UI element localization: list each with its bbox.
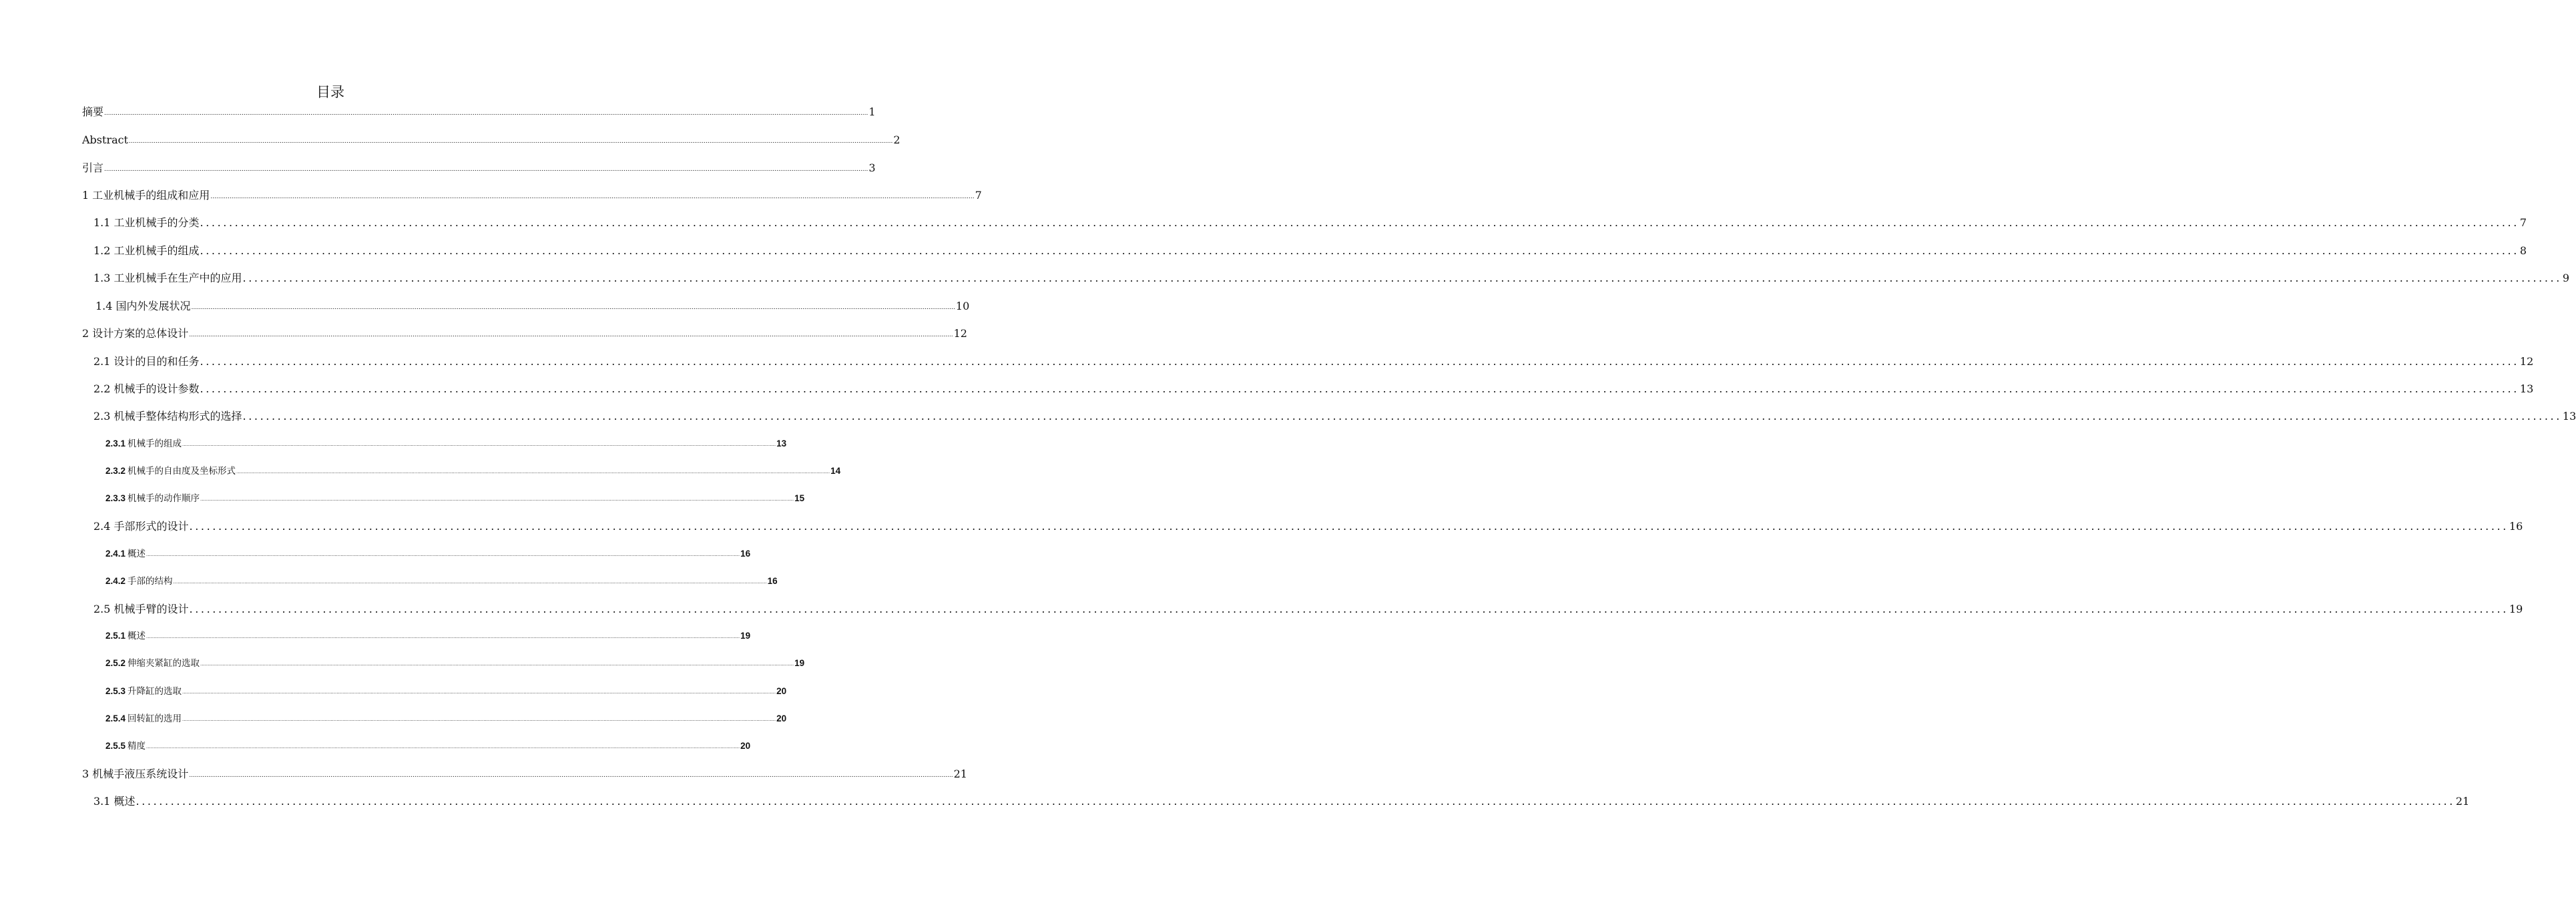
dot-leader: ................................................................................................................................................................................................................................................................................................................................................................................................................ [242, 272, 2562, 284]
toc-entry-title: 摘要 [82, 105, 104, 118]
toc-entry-title: 3 机械手液压系统设计 [82, 768, 189, 780]
dot-leader: ................................................................................................................................................................................................................................................................................................................................................................................................................ [146, 743, 740, 750]
toc-page-number: 16 [2509, 520, 2523, 533]
toc-entry-title [105, 738, 146, 754]
toc-page-number: 15 [794, 493, 805, 503]
toc-entry-title [105, 491, 200, 507]
toc-entry-title: 1.3 工业机械手在生产中的应用 [93, 272, 242, 284]
dot-leader: ................................................................................................................................................................................................................................................................................................................................................................................................................ [200, 355, 2519, 368]
toc-entry-title: 2.1 设计的目的和任务 [93, 355, 200, 368]
toc-page-number: 7 [975, 189, 982, 202]
toc-page-number: 3 [868, 162, 876, 174]
toc-entry[interactable] [82, 104, 876, 120]
toc-page-number: 14 [830, 466, 841, 476]
toc-page-number: 20 [776, 713, 787, 723]
dot-leader: ................................................................................................................................................................................................................................................................................................................................................................................................................ [191, 304, 955, 311]
toc-page-number: 2 [893, 133, 900, 146]
dot-leader: ................................................................................................................................................................................................................................................................................................................................................................................................................ [182, 689, 776, 695]
toc-entry-title [105, 573, 173, 589]
toc-entry[interactable] [82, 766, 967, 782]
toc-entry-title: 引言 [82, 162, 104, 174]
toc-entry-number: 2.4.1 [105, 549, 126, 559]
toc-page-number: 13 [2562, 410, 2576, 422]
toc-page-number: 10 [955, 300, 970, 312]
dot-leader: ................................................................................................................................................................................................................................................................................................................................................................................................................ [182, 716, 776, 722]
toc-entry[interactable] [93, 215, 2527, 231]
toc-entry-title [105, 436, 182, 452]
toc-entry-title: 1.1 工业机械手的分类 [93, 216, 200, 229]
toc-entry-number: 2.5.3 [105, 686, 126, 696]
toc-entry[interactable] [93, 354, 2534, 370]
dot-leader: ................................................................................................................................................................................................................................................................................................................................................................................................................ [173, 579, 767, 585]
dot-leader: ................................................................................................................................................................................................................................................................................................................................................................................................................ [210, 194, 975, 200]
toc-entry-title [105, 655, 200, 671]
toc-entry[interactable] [105, 711, 787, 727]
toc-page-number: 19 [794, 658, 805, 668]
dot-leader: ................................................................................................................................................................................................................................................................................................................................................................................................................ [182, 441, 776, 447]
toc-entry-number: 2.3.3 [105, 493, 126, 503]
toc-entry[interactable] [93, 243, 2527, 259]
toc-entry[interactable] [93, 408, 2576, 424]
toc-page-number: 16 [740, 549, 751, 559]
toc-entry-label: 机械手的组成 [127, 438, 182, 448]
toc-entry-number: 2.4.2 [105, 576, 126, 586]
dot-leader: ................................................................................................................................................................................................................................................................................................................................................................................................................ [189, 520, 2509, 533]
toc-page-number: 16 [767, 576, 778, 586]
toc-entry[interactable] [105, 491, 805, 507]
toc-page-number: 21 [2455, 795, 2470, 808]
toc-entry-title: 1 工业机械手的组成和应用 [82, 189, 210, 202]
toc-entry[interactable] [105, 683, 787, 699]
toc-page-number: 13 [2519, 382, 2534, 395]
toc-entry-title: 2.2 机械手的设计参数 [93, 382, 200, 395]
toc-entry[interactable] [105, 436, 787, 452]
toc-entry-label: 机械手的动作顺序 [127, 493, 200, 503]
toc-page-number: 13 [776, 438, 787, 448]
toc-entry-title: 2.4 手部形式的设计 [93, 520, 189, 533]
dot-leader: ................................................................................................................................................................................................................................................................................................................................................................................................................ [189, 332, 953, 338]
toc-entry-number: 2.5.5 [105, 741, 126, 751]
toc-entry-label: 升降缸的选取 [127, 686, 182, 696]
toc-entry-label: 精度 [127, 741, 146, 751]
toc-entry[interactable] [82, 188, 982, 204]
dot-leader: ................................................................................................................................................................................................................................................................................................................................................................................................................ [242, 410, 2562, 422]
toc-entry-title: 1.2 工业机械手的组成 [93, 244, 200, 257]
toc-entry-label: 概述 [127, 631, 146, 641]
toc-entry-label: 手部的结构 [127, 576, 173, 586]
toc-page-number: 19 [2509, 603, 2523, 615]
dot-leader: ................................................................................................................................................................................................................................................................................................................................................................................................................ [200, 496, 794, 502]
dot-leader: ................................................................................................................................................................................................................................................................................................................................................................................................................ [146, 633, 740, 639]
toc-entry-number: 2.3.1 [105, 438, 126, 448]
dot-leader: ................................................................................................................................................................................................................................................................................................................................................................................................................ [200, 216, 2519, 229]
toc-entry[interactable] [93, 794, 2470, 810]
toc-page-number: 12 [2519, 355, 2534, 368]
dot-leader: ................................................................................................................................................................................................................................................................................................................................................................................................................ [200, 661, 794, 667]
dot-leader: ................................................................................................................................................................................................................................................................................................................................................................................................................ [236, 469, 830, 475]
toc-entry[interactable] [105, 655, 805, 671]
toc-entry-number: 2.5.4 [105, 713, 126, 723]
toc-page-number: 19 [740, 631, 751, 641]
toc-entry-title [105, 628, 146, 644]
dot-leader: ................................................................................................................................................................................................................................................................................................................................................................................................................ [200, 382, 2519, 395]
dot-leader: ................................................................................................................................................................................................................................................................................................................................................................................................................ [189, 772, 953, 779]
toc-page-number: 1 [868, 105, 876, 118]
toc-page-number: 9 [2562, 272, 2570, 284]
toc-page-number: 8 [2519, 244, 2527, 257]
toc-entry[interactable] [93, 519, 2523, 535]
toc-page-number: 21 [953, 768, 967, 780]
toc-entry[interactable] [82, 160, 876, 176]
toc-entry-title [105, 711, 182, 727]
toc-entry-title: 2.5 机械手臂的设计 [93, 603, 189, 615]
toc-entry[interactable] [93, 601, 2523, 617]
toc-page-number: 12 [953, 327, 967, 340]
toc-entry-number: 2.3.2 [105, 466, 126, 476]
toc-entry-label: 回转缸的选用 [127, 713, 182, 723]
toc-entry[interactable] [105, 463, 841, 479]
dot-leader: ................................................................................................................................................................................................................................................................................................................................................................................................................ [189, 603, 2509, 615]
toc-entry-title [105, 683, 182, 699]
toc-entry[interactable] [82, 326, 967, 342]
toc-entry[interactable] [105, 628, 751, 644]
toc-page-number: 7 [2519, 216, 2527, 229]
toc-entry-title: 3.1 概述 [93, 795, 136, 808]
toc-entry-label: 机械手的自由度及坐标形式 [127, 466, 236, 476]
toc-page-number: 20 [776, 686, 787, 696]
toc-entry-title: Abstract [82, 133, 129, 146]
dot-leader: ................................................................................................................................................................................................................................................................................................................................................................................................................ [200, 244, 2519, 257]
toc-title: 目录 [316, 84, 344, 100]
toc-entry-title: 1.4 国内外发展状况 [95, 300, 191, 312]
toc-entry-title [105, 463, 236, 479]
toc-entry[interactable] [93, 270, 2570, 286]
toc-entry[interactable] [95, 298, 970, 314]
toc-entry-number: 2.5.1 [105, 631, 126, 641]
dot-leader: ................................................................................................................................................................................................................................................................................................................................................................................................................ [104, 110, 868, 117]
toc-entry-label: 伸缩夹紧缸的选取 [127, 658, 200, 668]
dot-leader: ................................................................................................................................................................................................................................................................................................................................................................................................................ [136, 795, 2455, 808]
toc-page-number: 20 [740, 741, 751, 751]
toc-entry[interactable] [105, 573, 778, 589]
toc-entry[interactable] [105, 546, 751, 562]
toc-entry[interactable] [93, 381, 2534, 397]
toc-entry-label: 概述 [127, 549, 146, 559]
dot-leader: ................................................................................................................................................................................................................................................................................................................................................................................................................ [146, 551, 740, 557]
toc-entry[interactable] [105, 738, 751, 754]
dot-leader: ................................................................................................................................................................................................................................................................................................................................................................................................................ [129, 138, 893, 145]
dot-leader: ................................................................................................................................................................................................................................................................................................................................................................................................................ [104, 166, 868, 173]
toc-entry-title: 2.3 机械手整体结构形式的选择 [93, 410, 242, 422]
toc-entry-number: 2.5.2 [105, 658, 126, 668]
toc-entry[interactable] [82, 132, 900, 148]
toc-entry-title [105, 546, 146, 562]
toc-entry-title: 2 设计方案的总体设计 [82, 327, 189, 340]
